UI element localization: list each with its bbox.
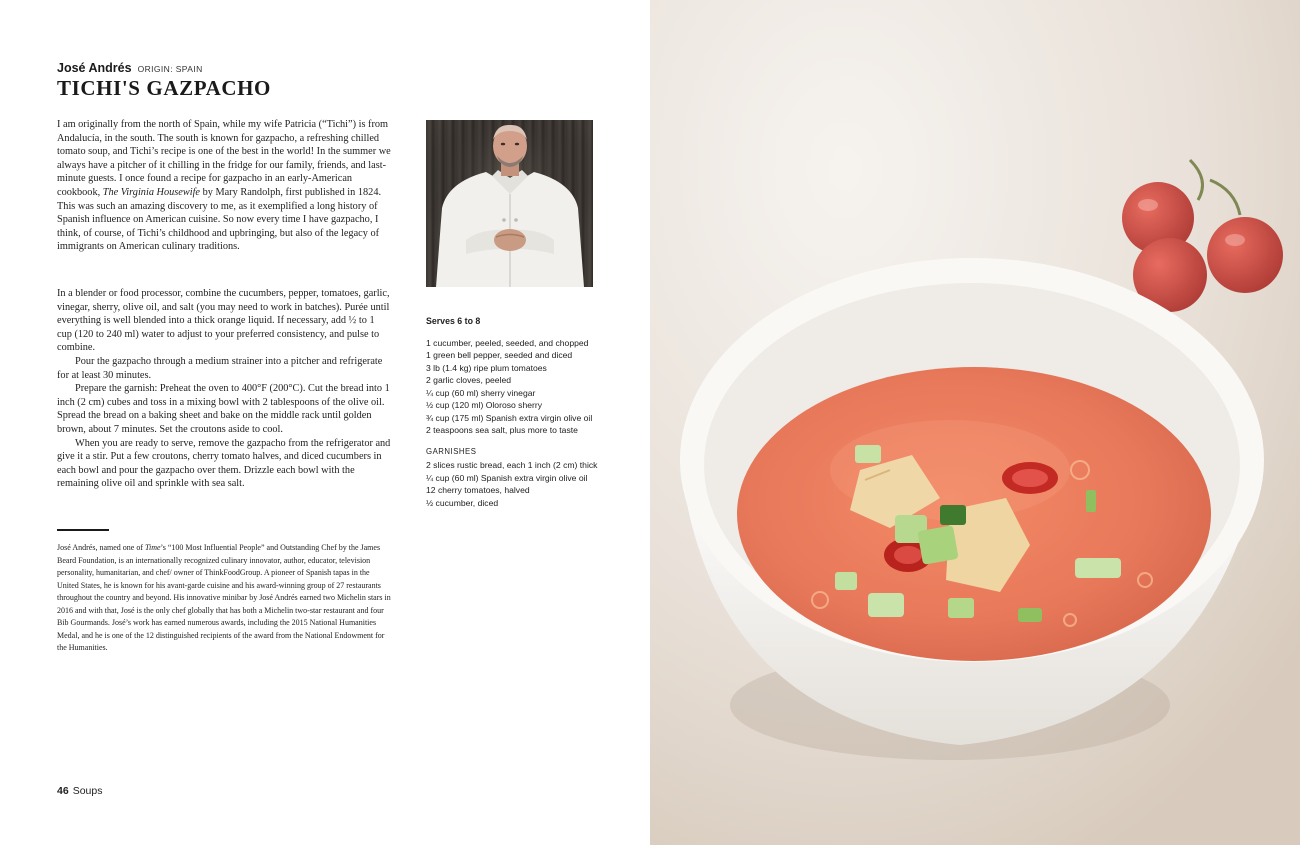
intro-text-part2: by Mary Randolph, first published in 1824. This was such an amazing discovery to me, as it exemplified a long history of Spanish influence on American cuisine. So now every time I have gazpacho, I think, of course, of Tichi’s childhood and upbringing, but also of the legacy of immigrants on American culinary traditions. (57, 186, 382, 253)
section-name: Soups (72, 785, 103, 797)
chef-bio (57, 542, 392, 655)
method-step-4: When you are ready to serve, remove the gazpacho from the refrigerator and give it a stir. Put a few croutons, cherry tomato halves, and diced cucumbers in each bowl and pour the gazpacho over them. Drizzle each bowl with the remaining olive oil and sprinkle with sea salt. (57, 437, 391, 490)
ingredients-panel (426, 315, 616, 509)
ingredient-item: 3 lb (1.4 kg) ripe plum tomatoes (426, 362, 547, 373)
bio-magazine: Time (144, 543, 161, 552)
intro-text-part1: I am originally from the north of Spain, while my wife Patricia (“Tichi”) is from Andalucía, in the south. The south is known for gazpacho, a refreshing chilled tomato soup, and Tichi’s recipe is one of the best in the world! In the summer we always have a pitcher of it chilling in the fridge for our family, friends, and last-minute guests. I once found a recipe for gazpacho in an early-American cookbook, (57, 119, 391, 198)
ingredient-item: ¾ cup (175 ml) Spanish extra virgin olive oil (426, 412, 593, 423)
ingredient-item: ¼ cup (60 ml) sherry vinegar (426, 387, 536, 398)
chef-portrait-photo (426, 120, 593, 287)
ingredient-item: 2 garlic cloves, peeled (426, 375, 512, 385)
chef-name: José Andrés (57, 61, 132, 75)
bio-divider (57, 529, 109, 531)
ingredient-item: 2 teaspoons sea salt, plus more to taste (426, 425, 578, 435)
right-page (650, 0, 1300, 845)
garnish-item: ½ cucumber, diced (426, 497, 499, 508)
garnish-item: 2 slices rustic bread, each 1 inch (2 cm) thick (426, 460, 598, 470)
page-number: 46 (57, 785, 69, 797)
bio-part2: ’s “100 Most Influential People” and Outstanding Chef by the James Beard Foundation, is an internationally recognized culinary innovator, author, educator, television personality, humanitarian, and chef/ owner of ThinkFoodGroup. A pioneer of Spanish tapas in the United States, he is known for his avant-garde cuisine and his award-winning group of 27 restaurants throughout the country and beyond. His innovative minibar by José Andrés earned two Michelin stars in 2016 and with that, José is the only chef globally that has both a Michelin two-star restaurant and four Bib Gourmands. José’s work has earned numerous awards, including the 2015 National Humanities Medal, and he is one of the 12 distinguished recipients of the award from the National Endowment for the Humanities. (57, 543, 391, 652)
intro-paragraph (57, 118, 392, 254)
byline (57, 57, 203, 76)
page-footer (57, 785, 102, 797)
garnish-item: ¼ cup (60 ml) Spanish extra virgin olive oil (426, 472, 588, 483)
intro-book-title: The Virginia Housewife (102, 186, 201, 198)
ingredient-item: 1 green bell pepper, seeded and diced (426, 350, 573, 360)
chef-portrait-illustration (426, 120, 593, 287)
method-step-2: Pour the gazpacho through a medium strainer into a pitcher and refrigerate for at least 30 minutes. (57, 355, 383, 381)
ingredient-list (426, 337, 616, 437)
origin-label: ORIGIN: SPAIN (137, 64, 203, 74)
method-step-1: In a blender or food processor, combine the cucumbers, pepper, tomatoes, garlic, vinegar, sherry, olive oil, and salt (you may need to work in batches). Purée until everything is well blended into a thick orange liquid. If necessary, add ½ to 1 cup (120 to 240 ml) water to adjust to your preferred consistency, and pulse to combine. (57, 288, 390, 354)
ingredient-item: 1 cucumber, peeled, seeded, and chopped (426, 337, 589, 348)
garnish-item: 12 cherry tomatoes, halved (426, 485, 530, 495)
recipe-title: TICHI'S GAZPACHO (57, 76, 271, 100)
garnishes-heading: GARNISHES (426, 446, 477, 456)
method-step-3: Prepare the garnish: Preheat the oven to 400°F (200°C). Cut the bread into 1 inch (2 cm) cubes and toss in a mixing bowl with 2 tablespoons of the olive oil. Spread the bread on a baking sheet and bake on the middle rack until golden brown, about 7 minutes. Set the croutons aside to cool. (57, 383, 390, 435)
gazpacho-bowl-illustration (650, 0, 1300, 845)
garnish-list (426, 459, 616, 509)
bio-part1: José Andrés, named one of (57, 543, 145, 552)
ingredient-item: ½ cup (120 ml) Oloroso sherry (426, 400, 543, 410)
method-text (57, 287, 392, 491)
serves-label: Serves 6 to 8 (426, 316, 481, 326)
